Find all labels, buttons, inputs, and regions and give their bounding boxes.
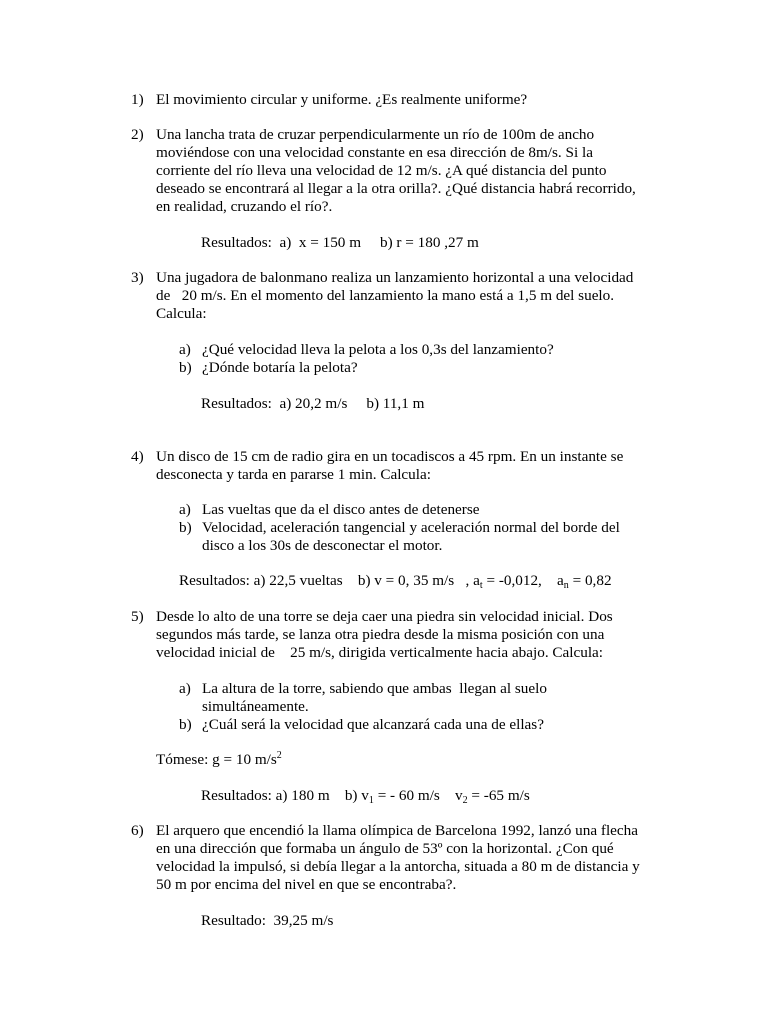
result-line: Resultados: a) 20,2 m/s b) 11,1 m [201, 395, 425, 412]
item-text-line: simultáneamente. [202, 698, 309, 715]
item-text-line: ¿Dónde botaría la pelota? [202, 359, 358, 376]
item-text-line: Velocidad, aceleración tangencial y aceleración normal del borde del [202, 519, 620, 536]
problem-number: 1) [131, 91, 144, 108]
result-text: Resultados: a) 180 m b) v [201, 787, 369, 804]
problem-text-line: Una jugadora de balonmano realiza un lanzamiento horizontal a una velocidad [156, 269, 634, 286]
problem-text-line: velocidad la impulsó, si debía llegar a la antorcha, situada a 80 m de distancia y [156, 858, 640, 875]
note-text: Tómese: g = 10 m/s [156, 751, 277, 768]
problem-text-line: segundos más tarde, se lanza otra piedra desde la misma posición con una [156, 626, 605, 643]
problem-text-line: 50 m por encima del nivel en que se encontraba?. [156, 876, 457, 893]
problem-text-line: corriente del río lleva una velocidad de 12 m/s. ¿A qué distancia del punto [156, 162, 607, 179]
problem-number: 3) [131, 269, 144, 286]
subscript-t: t [479, 580, 483, 591]
problem-number: 2) [131, 126, 144, 143]
item-label: b) [179, 519, 192, 536]
problem-text-line: El movimiento circular y uniforme. ¿Es realmente uniforme? [156, 91, 528, 108]
problem-text-line: Desde lo alto de una torre se deja caer una piedra sin velocidad inicial. Dos [156, 608, 613, 625]
result-line: Resultados: a) x = 150 m b) r = 180 ,27 m [201, 234, 479, 251]
item-label: a) [179, 680, 191, 697]
result-text: = -0,012, a [482, 572, 564, 589]
item-text-line: La altura de la torre, sabiendo que ambas llegan al suelo [202, 680, 547, 697]
note-line [156, 751, 282, 769]
problem-text-line: El arquero que encendió la llama olímpica de Barcelona 1992, lanzó una flecha [156, 822, 638, 839]
item-label: a) [179, 501, 191, 518]
subscript-n: n [563, 580, 569, 591]
item-label: b) [179, 359, 192, 376]
superscript-2: 2 [276, 750, 282, 761]
subscript-2: 2 [462, 795, 468, 806]
problem-text-line: Un disco de 15 cm de radio gira en un tocadiscos a 45 rpm. En un instante se [156, 448, 624, 465]
item-text-line: ¿Cuál será la velocidad que alcanzará cada una de ellas? [202, 716, 544, 733]
result-text: = - 60 m/s v [373, 787, 463, 804]
problem-text-line: moviéndose con una velocidad constante en esa dirección de 8m/s. Si la [156, 144, 593, 161]
item-text-line: disco a los 30s de desconectar el motor. [202, 537, 443, 554]
problem-number: 4) [131, 448, 144, 465]
problem-text-line: Una lancha trata de cruzar perpendicularmente un río de 100m de ancho [156, 126, 595, 143]
problem-text-line: Calcula: [156, 305, 207, 322]
result-line: Resultado: 39,25 m/s [201, 912, 334, 929]
result-text: = -65 m/s [467, 787, 530, 804]
problem-text-line: velocidad inicial de 25 m/s, dirigida verticalmente hacia abajo. Calcula: [156, 644, 604, 661]
problem-text-line: de 20 m/s. En el momento del lanzamiento la mano está a 1,5 m del suelo. [156, 287, 615, 304]
item-label: a) [179, 341, 191, 358]
item-label: b) [179, 716, 192, 733]
problem-number: 6) [131, 822, 144, 839]
subscript-1: 1 [368, 795, 374, 806]
problem-text-line: en realidad, cruzando el río?. [156, 198, 333, 215]
item-text-line: ¿Qué velocidad lleva la pelota a los 0,3s del lanzamiento? [202, 341, 554, 358]
problem-number: 5) [131, 608, 144, 625]
result-line [179, 572, 612, 590]
result-text: Resultados: a) 22,5 vueltas b) v = 0, 35 m/s , a [179, 572, 480, 589]
problem-text-line: deseado se encontrará al llegar a la otra orilla?. ¿Qué distancia habrá recorrido, [156, 180, 636, 197]
result-text: = 0,82 [568, 572, 612, 589]
item-text-line: Las vueltas que da el disco antes de detenerse [202, 501, 480, 518]
problem-text-line: desconecta y tarda en pararse 1 min. Calcula: [156, 466, 431, 483]
problem-text-line: en una dirección que formaba un ángulo de 53º con la horizontal. ¿Con qué [156, 840, 614, 857]
result-line [201, 787, 530, 805]
